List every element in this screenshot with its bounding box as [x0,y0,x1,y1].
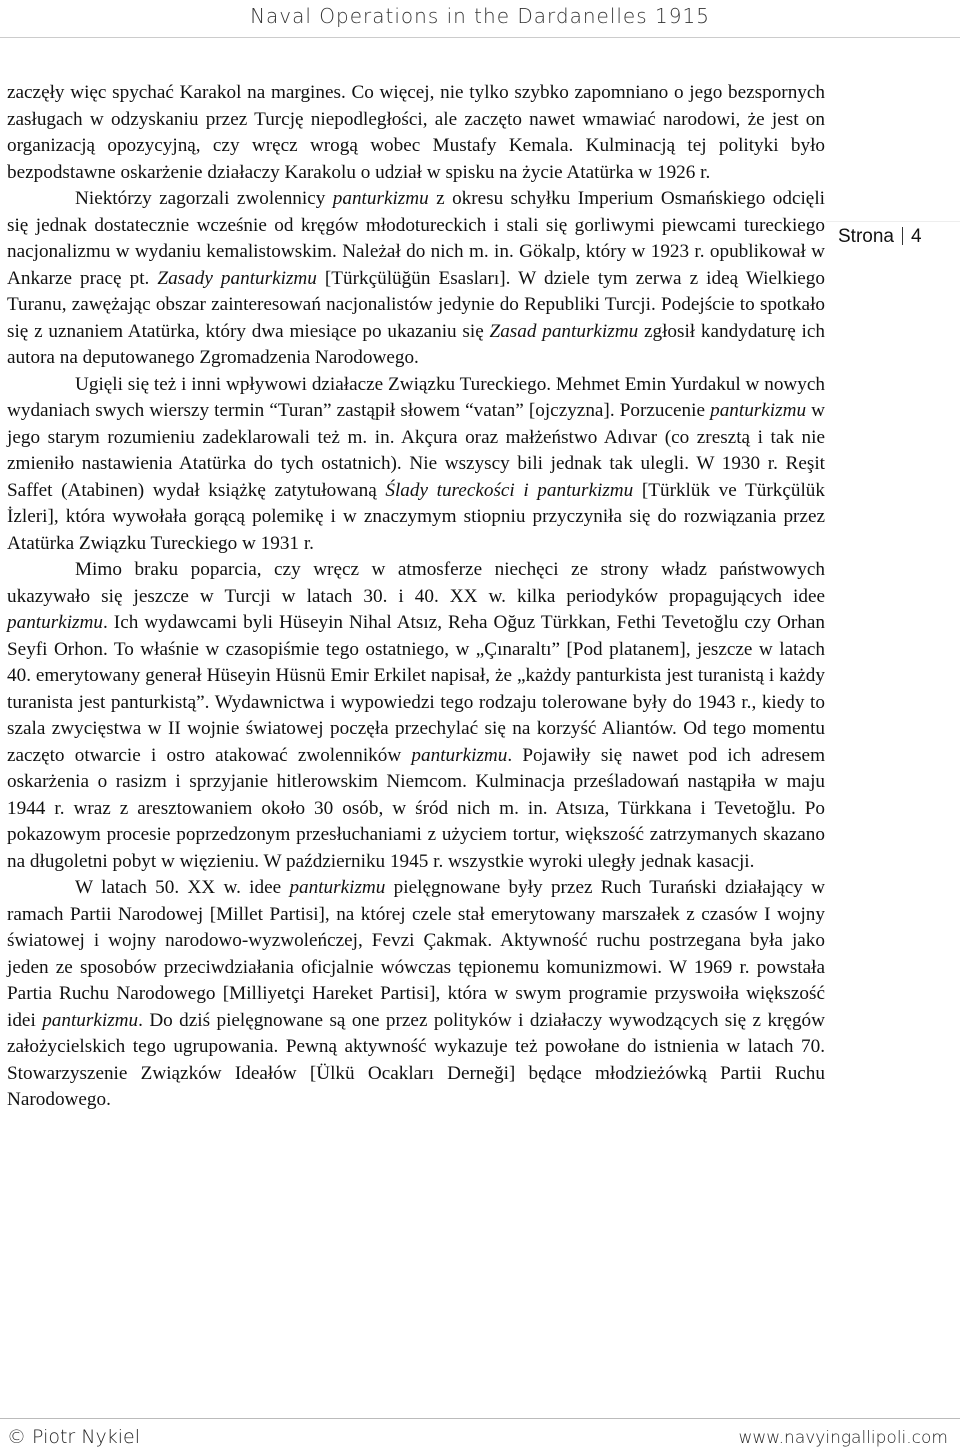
page-number-label: Strona [838,226,894,247]
header-divider [0,37,960,38]
text-run: z okresu schyłku Imperium Osmańskiego odcięli się jednak dostatecznie wcześnie od kręgów młodotureckich i stali się gorliwymi piewcami tureckiego nacjonalizmu w wydaniu kemalistowskim. Należał do nich m. in. Gökalp, który w 1923 r. opublikował w Ankarze pracę pt. [7,188,825,289]
text-run: . Pojawiły się nawet pod ich adresem oskarżenia o rasizm i sprzyjanie hitlerowskim Niemcom. Kulminacja prześladowań nastąpiła w maju 1944 r. wraz z aresztowaniem około 30 osób, w śród nich m. in. Atsıza, Türkkana i Tevetoğlu. Po pokazowym procesie poprzedzonym przesłuchaniami z użyciem tortur, większość zatrzymanych skazano na długoletni pobyt w więzieniu. W październiku 1945 r. wszystkie wyroki uległy jednak kasacji. [7,744,825,872]
paragraph-3 [7,372,825,558]
paragraph-2 [7,186,825,372]
text-run: zgłosił kandydaturę ich autora na deputowanego Zgromadzenia Narodowego. [7,320,825,368]
running-header-title: Naval Operations in the Dardanelles 1915 [250,4,710,28]
page-number-separator [902,227,903,245]
italic-term: panturkizmu [332,188,429,209]
page-number-value: 4 [910,226,922,247]
italic-term: panturkizmu [710,400,807,421]
italic-term: panturkizmu [42,1009,139,1031]
text-run: . Ich wydawcami byli Hüseyin Nihal Atsız, Reha Oğuz Türkkan, Fethi Tevetoğlu czy Orhan Seyfi Orhon. To właśnie w czasopiśmie tego ostatniego, w „Çınaraltı” [Pod platanem], jeszcze w latach 40. emerytowany generał Hüseyin Hüsnü Emir Erkilet napisał, że „każdy panturkista jest turanistą i każdy turanista jest panturkistą”. Wydawnictwa i wypowiedzi tego rodzaju tolerowane były do 1943 r., kiedy to szala zwycięstwa w II wojnie światowej poczęła przechylać się na korzyść Aliantów. Od tego momentu zaczęto otwarcie i ostro atakować zwolenników [7,612,825,766]
paragraph-5 [7,875,825,1114]
italic-title: Zasady panturkizmu [157,267,317,289]
document-body [7,80,825,1114]
italic-term: panturkizmu [7,612,103,633]
paragraph-4 [7,557,825,875]
italic-title: Zasad panturkizmu [489,320,639,342]
text-run: pielęgnowane były przez Ruch Turański działający w ramach Partii Narodowej [Millet Partisi], na której czele stał emerytowany marszałek z czasów I wojny światowej i wojny narodowo-wyzwoleńczej, Fevzi Çakmak. Aktywność ruchu postrzegana była jako jeden ze sposobów przeciwdziałania oficjalnie wówczas tępionemu komunizmowi. W 1969 r. powstała Partia Ruchu Narodowego [Milliyetçi Hareket Partisi], która w swym programie przyswoiła większość idei [7,877,825,1031]
text-run: Ugięli się też i inni wpływowi działacze Związku Tureckiego. Mehmet Emin Yurdakul w nowych wydaniach swych wierszy termin “Turan” zastąpił słowem “vatan” [ojczyzna]. Porzucenie [7,373,825,421]
footer-divider [0,1418,960,1419]
text-run: Mimo braku poparcia, czy wręcz w atmosferze niechęci ze strony władz państwowych ukazywało się jeszcze w Turcji w latach 30. i 40. XX w. kilka periodyków propagujących idee [7,559,825,607]
text-run: . Do dziś pielęgnowane są one przez polityków i działaczy wywodzących się z kręgów założycielskich tego ugrupowania. Pewną aktywność wykazuje też powołane do istnienia w latach 70. Stowarzyszenie Związków Ideałów [Ülkü Ocakları Derneği] będące młodzieżówką Partii Ruchu Narodowego. [7,1009,825,1110]
italic-term: panturkizmu [289,877,386,898]
text-run: W latach 50. XX w. idee [75,877,290,898]
text-run: zaczęły więc spychać Karakol na margines. Co więcej, nie tylko szybko zapomniano o jego bezspornych zasługach w odzyskaniu przez Turcję niepodległości, ale zaczęto nawet wmawiać narodowi, że jest on organizacją opozycyjną, czy wręcz wrogą wobec Mustafy Kemala. Kulminacją tej polityki było bezpodstawne oskarżenie działaczy Karakolu o udział w spisku na życie Atatürka w 1926 r. [7,82,825,183]
text-run: w jego starym rozumieniu zadeklarowali też m. in. Akçura oraz małżeństwo Adıvar (co zresztą i tak nie zmieniło nastawienia Atatürka do tych ostatnich). Nie wszyscy bili jednak tak ulegli. W 1930 r. Reşit Saffet (Atabinen) wydał książkę zatytułowaną [7,400,826,501]
footer-website: www.navyingallipoli.com [738,1428,948,1448]
page-number [838,226,922,248]
page-number-divider [826,221,960,222]
italic-title: Ślady tureckości i panturkizmu [385,479,634,501]
paragraph-1 [7,80,825,186]
text-run: [Türklük ve Türkçülük İzleri], która wywołała gorącą polemikę i w znaczymym stiopniu przyczyniła się do rozwiązania przez Atatürka Związku Tureckiego w 1931 r. [7,479,825,554]
text-run: [Türkçülüğün Esasları]. W dziele tym zerwa z ideą Wielkiego Turanu, zawężając obszar zainteresowań nacjonalistów jedynie do Republiki Turcji. Podejście to spotkało się z uznaniem Atatürka, który dwa miesiące po ukazaniu się [7,267,825,342]
footer-author: © Piotr Nykiel [7,1426,140,1448]
text-run: Niektórzy zagorzali zwolennicy [75,188,333,209]
italic-term: panturkizmu [411,744,508,766]
